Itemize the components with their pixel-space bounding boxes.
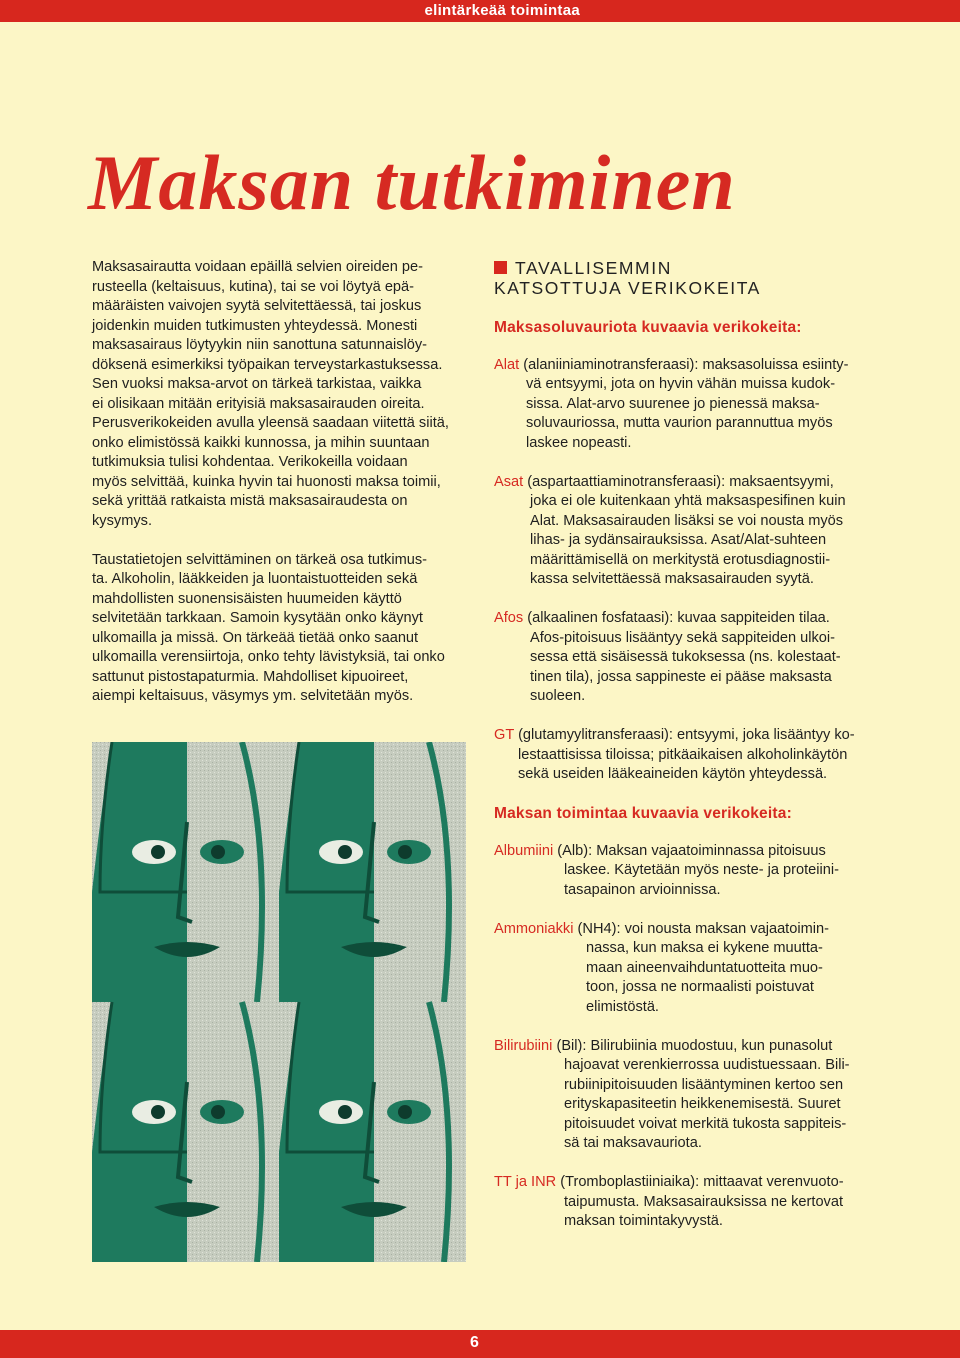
test-description-line: soluvauriossa, mutta vaurion parannuttua myös [526, 415, 833, 431]
section-heading [494, 258, 884, 298]
test-description: (glutamyylitransferaasi): entsyymi, joka lisääntyy ko- [514, 727, 855, 743]
test-entry [494, 920, 884, 1018]
test-description-line: laskee. Käytetään myös neste- ja proteiini- [564, 862, 839, 878]
test-term: Albumiini [494, 842, 554, 859]
test-entry [494, 1173, 884, 1232]
test-description-line: Alat. Maksasairauden lisäksi se voi nousta myös [530, 512, 844, 529]
test-entry-first-line [494, 1037, 884, 1057]
test-entry [494, 473, 884, 590]
test-description-line: rubiinipitoisuuden lisääntyminen kertoo sen [564, 1076, 844, 1093]
text-line: Maksasairautta voidaan epäillä selvien oireiden pe- [92, 259, 423, 275]
text-line: mahdollisten suonensisäisten huumeiden käyttö [92, 590, 402, 607]
test-entry [494, 356, 884, 454]
test-description-line: vä entsyymi, jota on hyvin vähän muissa kudok- [526, 376, 836, 392]
test-description-line: laskee nopeasti. [526, 434, 632, 451]
liver-function-tests [494, 842, 884, 1232]
subheading-liver-function: Maksan toimintaa kuvaavia verikokeita: [494, 805, 792, 822]
test-term: Bilirubiini [494, 1037, 553, 1054]
test-description-line: pitoisuudet voivat merkitä tukosta sappiteis- [564, 1115, 847, 1132]
test-description: (Alb): Maksan vajaatoiminnassa pitoisuus [553, 842, 826, 859]
test-description-line: lihas- ja sydänsairauksissa. Asat/Alat-suhteen [530, 532, 827, 548]
faces-artwork [92, 742, 466, 1262]
text-line: määräisten vaivojen syytä selvitettäessä, tai joskus [92, 298, 422, 314]
red-square-icon [494, 261, 507, 274]
text-line: ulkomailla ja missä. On tärkeää tietää onko saanut [92, 629, 419, 646]
test-description-line: erityskapasiteetin heikkenemisestä. Suuret [564, 1096, 841, 1112]
test-term: TT ja INR [494, 1174, 557, 1190]
test-entry [494, 1037, 884, 1154]
test-description: (Tromboplastiiniaika): mittaavat verenvuoto- [556, 1174, 844, 1190]
test-description-line: hajoavat verenkierrossa uudistuessaan. Bili- [564, 1057, 850, 1073]
text-line: Taustatietojen selvittäminen on tärkeä osa tutkimus- [92, 551, 428, 568]
test-entry-first-line [494, 356, 884, 376]
page-number: 6 [470, 1334, 479, 1351]
test-description: (aspartaattiaminotransferaasi): maksaentsyymi, [523, 473, 834, 490]
text-line: sekä yrittää ratkaista mistä maksasairaudesta on [92, 493, 408, 509]
test-term: Afos [494, 610, 524, 626]
section-label: elintärkeää toimintaa [424, 2, 580, 19]
text-line: joidenkin muiden tutkimusten yhteydessä. Monesti [92, 317, 418, 334]
section-heading-line-1: TAVALLISEMMIN [515, 258, 672, 278]
text-line: ta. Alkoholin, lääkkeiden ja luontaistuotteiden sekä [92, 571, 418, 587]
test-description-line: toon, jossa ne normaalisti poistuvat [586, 979, 814, 995]
text-line: döksenä esimerkiksi työpaikan terveystarkastuksessa. [92, 356, 443, 373]
test-description-line: nassa, kun maksa ei kykene muutta- [586, 940, 823, 956]
test-description-line: elimistöstä. [586, 998, 659, 1015]
text-line: ulkomailla verensiirtoja, onko tehty lävistyksiä, tai onko [92, 649, 445, 665]
text-line: kysymys. [92, 512, 152, 529]
test-description-line: taipumusta. Maksasairauksissa ne kertovat [564, 1193, 844, 1210]
text-line: rusteella (keltaisuus, kutina), tai se voi löytyä epä- [92, 278, 415, 295]
test-description: (alaniiniaminotransferaasi): maksasoluissa esiinty- [519, 356, 849, 373]
test-description-line: sekä useiden lääkeaineiden käytön yhteydessä. [518, 766, 828, 782]
test-description: (NH4): voi nousta maksan vajaatoimin- [573, 920, 829, 937]
test-description-line: kassa selvitettäessä maksasairauden syytä. [530, 571, 814, 587]
test-description-line: suoleen. [530, 688, 586, 704]
test-description-line: maksan toimintakyvystä. [564, 1213, 723, 1229]
text-line: aiempi keltaisuus, väsymys ym. selvitetään myös. [92, 688, 414, 704]
text-line: tutkimuksia tulisi kohdentaa. Verikokeilla voidaan [92, 454, 408, 470]
test-term: Ammoniakki [494, 920, 574, 937]
test-description-line: sä tai maksavauriota. [564, 1135, 702, 1151]
test-description-line: tinen tila), jossa sappineste ei pääse maksasta [530, 668, 832, 685]
section-heading-line-2: KATSOTTUJA VERIKOKEITA [494, 278, 761, 298]
faces-illustration [92, 742, 466, 1262]
test-term: Alat [494, 356, 520, 373]
test-entry-first-line [494, 920, 884, 940]
test-entry-first-line [494, 842, 884, 862]
test-description-line: tasapainon arvioinnissa. [564, 881, 721, 898]
intro-paragraph-2 [92, 551, 474, 707]
liver-damage-tests [494, 356, 884, 785]
test-entry-first-line [494, 726, 884, 746]
test-entry [494, 842, 884, 901]
subheading-liver-damage: Maksasoluvauriota kuvaavia verikokeita: [494, 319, 802, 336]
test-description-line: määrittämisellä on merkitystä erotusdiagnostii- [530, 551, 831, 568]
test-entry-first-line [494, 609, 884, 629]
intro-paragraph-1 [92, 258, 474, 531]
test-description-line: maan aineenvaihduntatuotteita muo- [586, 959, 823, 976]
text-line: Sen vuoksi maksa-arvot on tärkeä tarkistaa, vaikka [92, 376, 422, 392]
test-description-line: Afos-pitoisuus lisääntyy sekä sappiteiden ulkoi- [530, 629, 836, 646]
page-title: Maksan tutkiminen [88, 139, 736, 226]
test-description: (Bil): Bilirubiinia muodostuu, kun punasolut [552, 1037, 833, 1054]
bottom-banner [0, 1330, 960, 1358]
text-line: selvitetään tarkkaan. Samoin kysytään onko käynyt [92, 610, 423, 626]
test-term: Asat [494, 473, 524, 490]
text-line: Perusverikokeiden avulla yleensä saadaan viitettä siitä, [92, 415, 449, 431]
test-description-line: sessa että sisäisessä tukoksessa (ns. kolestaat- [530, 649, 841, 665]
text-line: onko elimistössä kaikki kunnossa, ja mihin suuntaan [92, 434, 430, 451]
test-description-line: sissa. Alat-arvo suurenee jo pienessä maksa- [526, 395, 820, 412]
test-description-line: lestaattisissa tiloissa; pitkäaikaisen alkoholinkäytön [518, 746, 848, 763]
text-line: ei olisikaan mitään erityisiä maksasairauden oireita. [92, 395, 425, 412]
text-line: sattunut pistostapaturmia. Mahdolliset kipuoireet, [92, 668, 409, 685]
text-line: myös selvittää, kuinka hyvin tai huonosti maksa toimii, [92, 473, 441, 490]
test-term: GT [494, 727, 515, 743]
text-line: maksasairaus löytyykin niin sanottuna satunnaislöy- [92, 337, 428, 353]
test-description: (alkaalinen fosfataasi): kuvaa sappiteiden tilaa. [523, 610, 830, 626]
test-entry-first-line [494, 1173, 884, 1193]
intro-column [92, 258, 474, 726]
test-entry [494, 726, 884, 785]
test-entry-first-line [494, 473, 884, 493]
tests-column [494, 258, 884, 1251]
test-entry [494, 609, 884, 707]
test-description-line: joka ei ole kuitenkaan yhtä maksaspesifinen kuin [530, 493, 846, 509]
